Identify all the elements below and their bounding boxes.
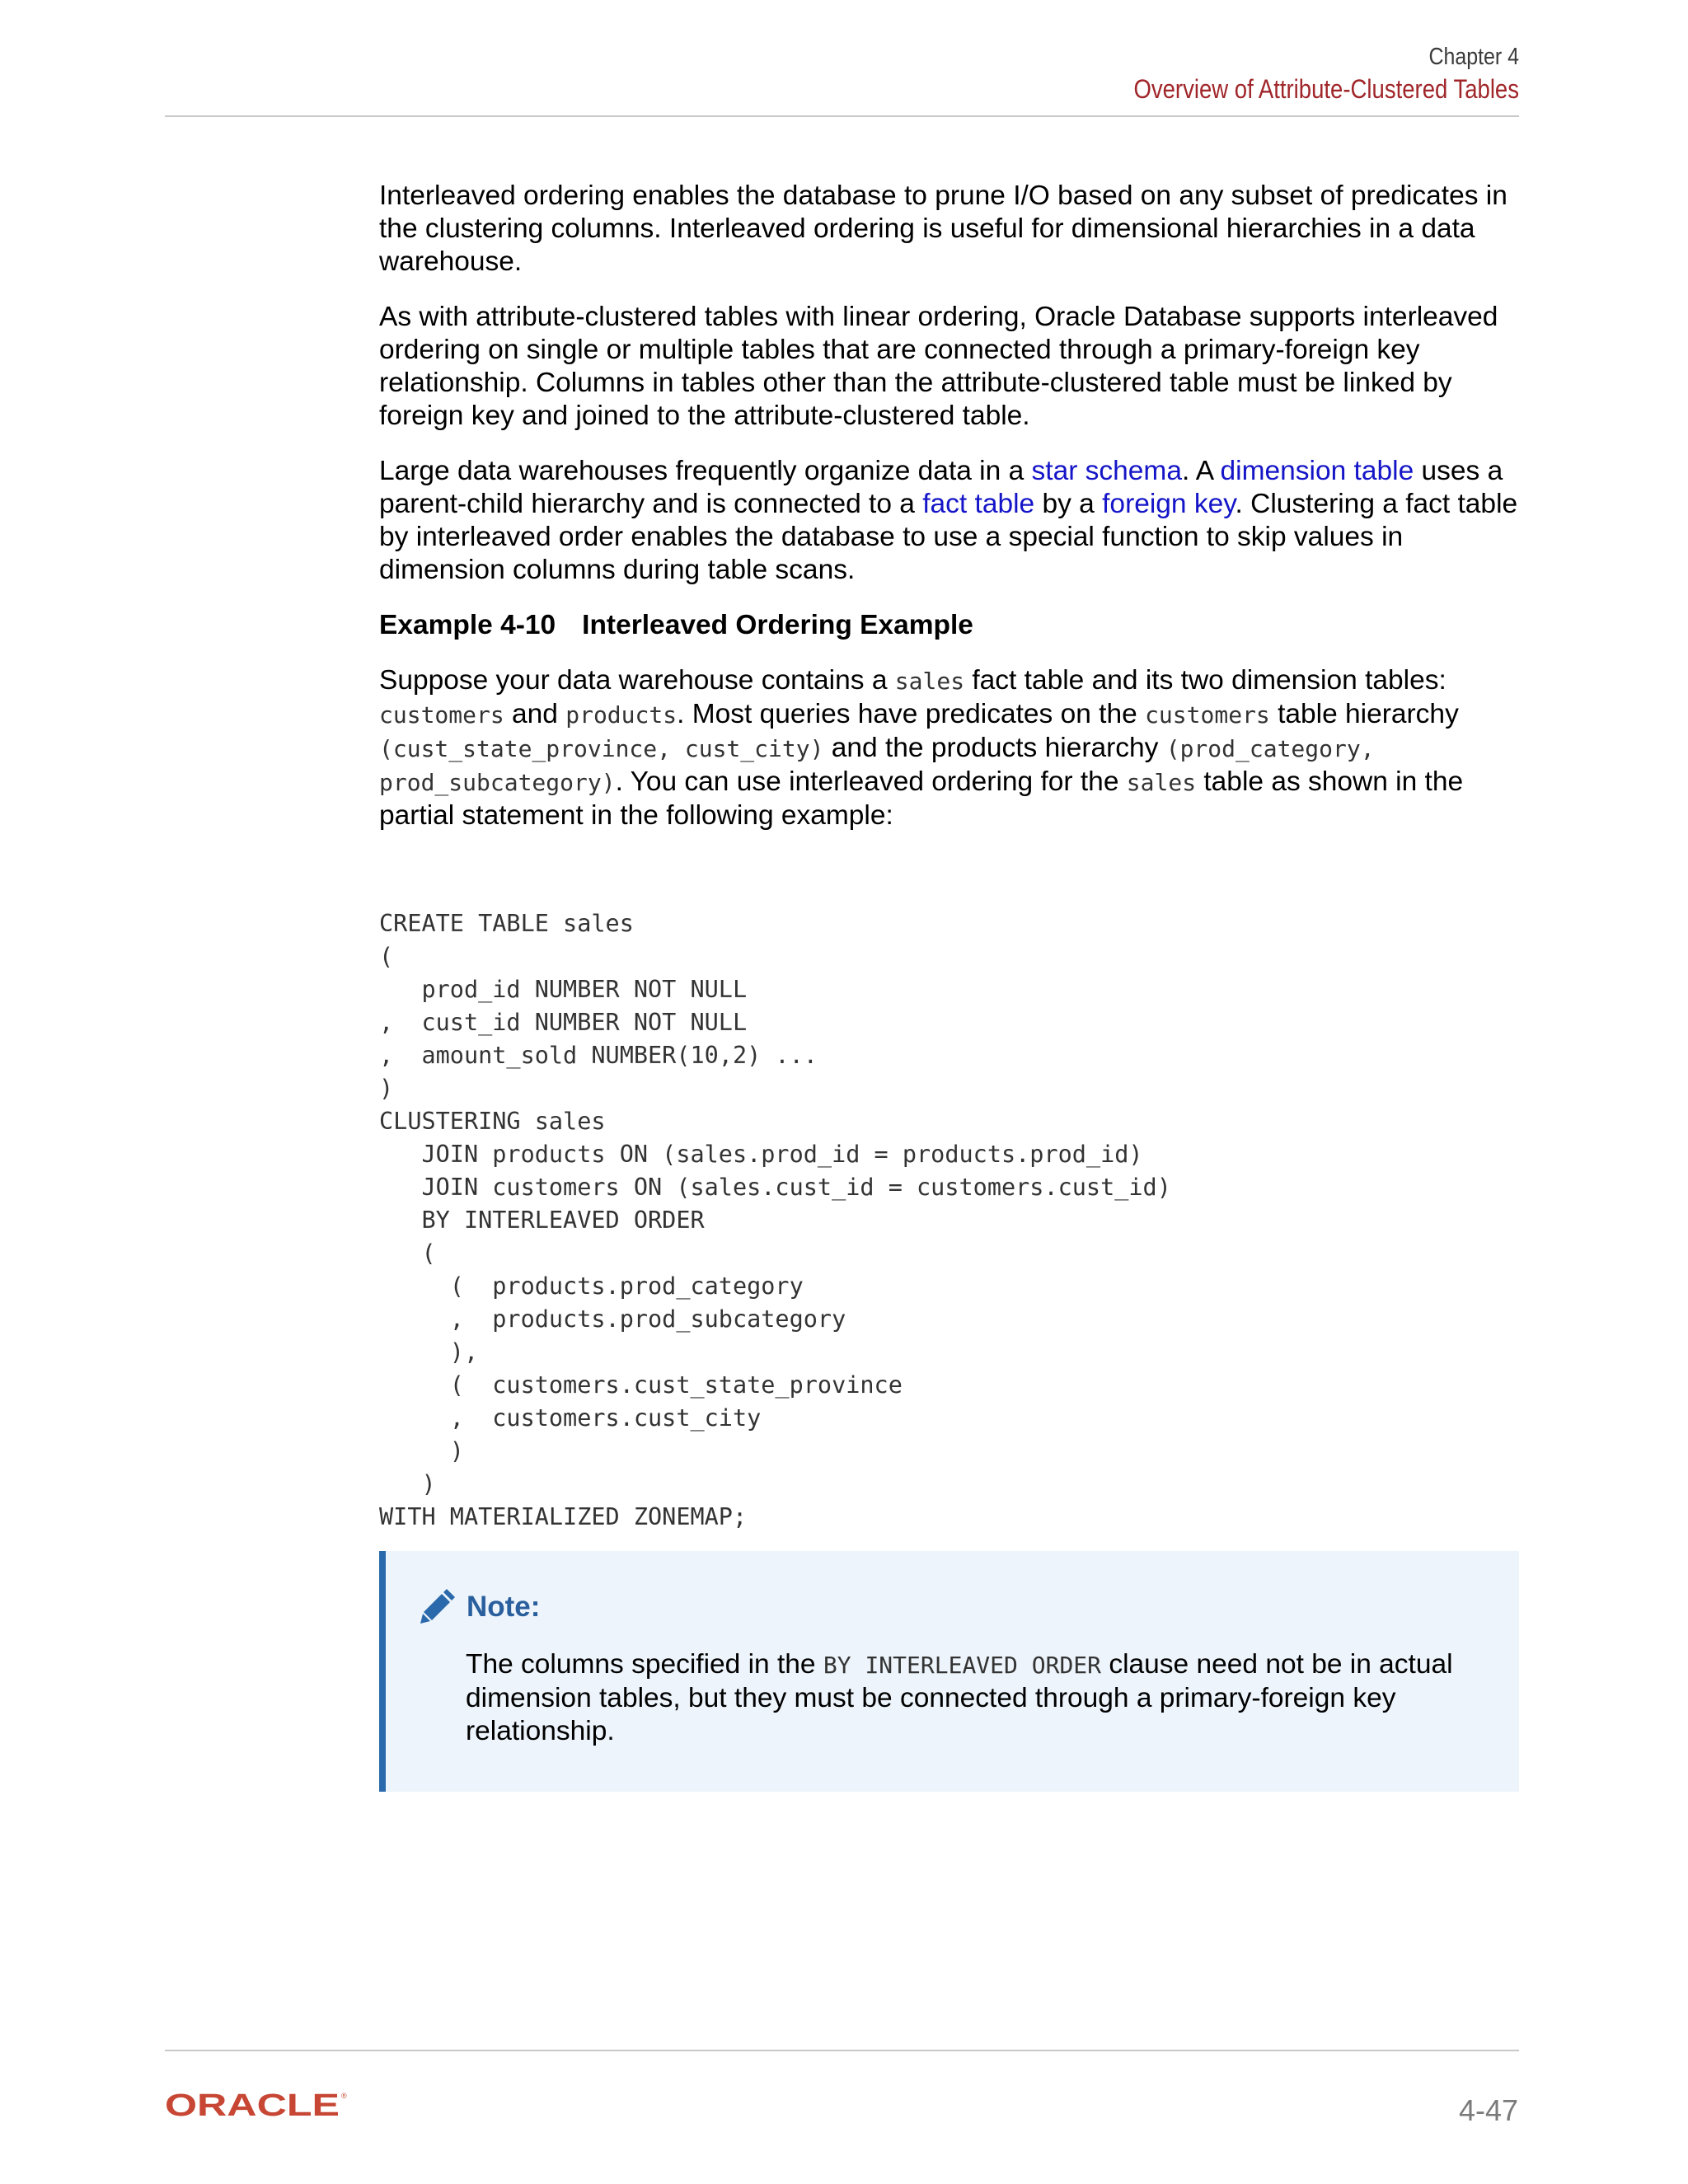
code-line: ( xyxy=(379,943,394,970)
code-line: ( xyxy=(379,1240,436,1267)
inline-code: sales xyxy=(894,668,965,695)
code-line: , customers.cust_city xyxy=(379,1404,762,1432)
pencil-icon xyxy=(419,1589,455,1625)
text-run: . A xyxy=(1181,456,1221,486)
text-run: fact table and its two dimension tables: xyxy=(964,665,1447,696)
text-run: Large data warehouses frequently organize data in a xyxy=(379,456,1032,486)
inline-code: (cust_state_province, cust_city) xyxy=(379,735,824,762)
code-line: ) xyxy=(379,1437,464,1465)
example-title: Interleaved Ordering Example xyxy=(582,610,973,640)
code-line: , products.prod_subcategory xyxy=(379,1305,846,1333)
footer-divider xyxy=(165,2050,1519,2051)
main-content xyxy=(379,180,1521,1600)
code-line: JOIN customers ON (sales.cust_id = customers.cust_id) xyxy=(379,1174,1171,1201)
code-line: JOIN products ON (sales.prod_id = products.prod_id) xyxy=(379,1141,1143,1168)
inline-code: customers xyxy=(1145,701,1270,729)
paragraph-linear-comparison: As with attribute-clustered tables with linear ordering, Oracle Database supports interleaved ordering on single or multiple tables that are connected through a primary-foreign key relationship. Columns in tables other than the attribute-clustered table must be linked by foreign key and joined to the attribute-clustered table. xyxy=(379,302,1498,431)
text-run: clause need not be in actual dimension tables, but they must be connected through a primary-foreign key relationship. xyxy=(466,1649,1453,1746)
example-heading xyxy=(379,609,1521,642)
text-run: and xyxy=(504,699,566,729)
link-fact-table[interactable]: fact table xyxy=(922,489,1035,519)
text-run: by a xyxy=(1034,489,1103,519)
svg-text:®: ® xyxy=(341,2092,347,2100)
text-run: table hierarchy xyxy=(1269,699,1459,729)
paragraph-interleaved-intro: Interleaved ordering enables the database to prune I/O based on any subset of predicates in the clustering columns. Interleaved ordering is useful for dimensional hierarchies in a data warehouse. xyxy=(379,180,1507,277)
example-number: Example 4-10 xyxy=(379,610,556,640)
note-box xyxy=(379,1551,1519,1792)
inline-code: customers xyxy=(379,701,504,729)
text-run: uses a parent-child hierarchy and is connected to a xyxy=(379,456,1503,519)
header-divider xyxy=(165,115,1519,117)
oracle-logo-text: ORACLE xyxy=(165,2090,340,2118)
page-header xyxy=(165,41,1519,105)
inline-code: (prod_category, prod_subcategory) xyxy=(379,735,1375,796)
oracle-logo xyxy=(165,2090,349,2122)
inline-code: products xyxy=(565,701,678,729)
link-dimension-table[interactable]: dimension table xyxy=(1220,456,1414,486)
code-line: CREATE TABLE sales xyxy=(379,910,634,937)
text-run: . Clustering a fact table by interleaved order enables the database to use a special function to skip values in dimension columns during table scans. xyxy=(379,489,1518,585)
code-line: ) xyxy=(379,1470,436,1497)
code-line: BY INTERLEAVED ORDER xyxy=(379,1207,705,1234)
note-header xyxy=(419,1589,540,1625)
code-line: WITH MATERIALIZED ZONEMAP; xyxy=(379,1503,748,1530)
text-run: table as shown in the partial statement in the following example: xyxy=(379,766,1464,831)
code-line: , amount_sold NUMBER(10,2) ... xyxy=(379,1042,818,1069)
code-line: ( customers.cust_state_province xyxy=(379,1371,903,1399)
note-label: Note: xyxy=(467,1591,541,1623)
inline-code: sales xyxy=(1126,769,1197,796)
paragraph-example-description xyxy=(379,664,1521,832)
code-line: ) xyxy=(379,1075,394,1102)
link-star-schema[interactable]: star schema xyxy=(1031,456,1182,486)
inline-code: BY INTERLEAVED ORDER xyxy=(823,1652,1102,1679)
paragraph-star-schema xyxy=(379,455,1521,587)
code-line: , cust_id NUMBER NOT NULL xyxy=(379,1009,748,1036)
text-run: . Most queries have predicates on the xyxy=(677,699,1146,729)
link-foreign-key[interactable]: foreign key xyxy=(1102,489,1236,519)
code-line: ( products.prod_category xyxy=(379,1272,804,1300)
page-number: 4-47 xyxy=(1458,2093,1518,2127)
code-line: prod_id NUMBER NOT NULL xyxy=(379,976,748,1003)
text-run: . You can use interleaved ordering for the xyxy=(615,766,1127,797)
chapter-label: Chapter 4 xyxy=(1428,44,1519,70)
code-line: CLUSTERING sales xyxy=(379,1108,606,1135)
text-run: Suppose your data warehouse contains a xyxy=(379,665,895,696)
code-line: ), xyxy=(379,1338,479,1366)
section-title[interactable]: Overview of Attribute-Clustered Tables xyxy=(1133,74,1519,104)
code-block xyxy=(379,874,1521,1600)
text-run: and the products hierarchy xyxy=(823,733,1166,763)
oracle-logo-wordmark xyxy=(165,2090,349,2118)
text-run: The columns specified in the xyxy=(466,1649,823,1680)
note-text xyxy=(466,1648,1488,1748)
